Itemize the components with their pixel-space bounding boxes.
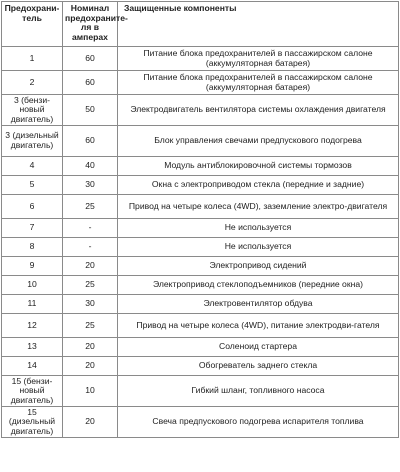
component-cell: Гибкий шланг, топливного насоса [118,376,399,407]
component-cell: Модуль антиблокировочной системы тормозов [118,157,399,176]
fuse-cell: 11 [2,295,63,314]
table-row [2,219,399,238]
fuse-cell: 3 (дизельный двигатель) [2,126,63,157]
table-row [2,376,399,407]
rating-cell: 25 [63,314,118,338]
fuse-cell: 15 (дизельный двигатель) [2,407,63,438]
rating-cell: 25 [63,276,118,295]
rating-cell: 10 [63,376,118,407]
rating-cell: - [63,238,118,257]
component-cell: Обогреватель заднего стекла [118,357,399,376]
table-row [2,276,399,295]
fuse-cell: 6 [2,195,63,219]
header-components: Защищенные компоненты [118,2,399,47]
component-cell: Привод на четыре колеса (4WD), питание электродви-гателя [118,314,399,338]
table-row [2,314,399,338]
header-rating: Номинал предохраните-ля в амперах [63,2,118,47]
table-row [2,257,399,276]
component-cell: Электропривод стеклоподъемников (передние окна) [118,276,399,295]
table-row [2,357,399,376]
table-row [2,71,399,95]
component-cell: Электровентилятор обдува [118,295,399,314]
component-cell: Не используется [118,238,399,257]
table-row [2,95,399,126]
rating-cell: 60 [63,71,118,95]
rating-cell: 60 [63,47,118,71]
component-cell: Электропривод сидений [118,257,399,276]
rating-cell: 20 [63,338,118,357]
component-cell: Свеча предпускового подогрева испарителя топлива [118,407,399,438]
rating-cell: 50 [63,95,118,126]
fuse-cell: 5 [2,176,63,195]
fuse-cell: 3 (бензи-новый двигатель) [2,95,63,126]
rating-cell: 30 [63,295,118,314]
table-row [2,176,399,195]
fuse-cell: 7 [2,219,63,238]
table-row [2,195,399,219]
component-cell: Электродвигатель вентилятора системы охлаждения двигателя [118,95,399,126]
table-row [2,47,399,71]
rating-cell: 30 [63,176,118,195]
fuse-cell: 9 [2,257,63,276]
rating-cell: 20 [63,357,118,376]
table-row [2,157,399,176]
fuse-cell: 10 [2,276,63,295]
header-fuse: Предохрани-тель [2,2,63,47]
component-cell: Соленоид стартера [118,338,399,357]
table-row [2,338,399,357]
fuse-cell: 2 [2,71,63,95]
rating-cell: - [63,219,118,238]
table-row [2,238,399,257]
rating-cell: 60 [63,126,118,157]
fuse-cell: 12 [2,314,63,338]
table-header-row [2,2,399,47]
component-cell: Окна с электроприводом стекла (передние и задние) [118,176,399,195]
fuse-cell: 14 [2,357,63,376]
component-cell: Привод на четыре колеса (4WD), заземление электро-двигателя [118,195,399,219]
fuse-table [1,1,399,438]
component-cell: Блок управления свечами предпускового подогрева [118,126,399,157]
fuse-cell: 13 [2,338,63,357]
rating-cell: 20 [63,257,118,276]
component-cell: Питание блока предохранителей в пассажирском салоне (аккумуляторная батарея) [118,47,399,71]
rating-cell: 40 [63,157,118,176]
rating-cell: 25 [63,195,118,219]
component-cell: Не используется [118,219,399,238]
component-cell: Питание блока предохранителей в пассажирском салоне (аккумуляторная батарея) [118,71,399,95]
fuse-cell: 15 (бензи-новый двигатель) [2,376,63,407]
rating-cell: 20 [63,407,118,438]
fuse-cell: 1 [2,47,63,71]
table-row [2,407,399,438]
fuse-cell: 4 [2,157,63,176]
fuse-cell: 8 [2,238,63,257]
table-row [2,295,399,314]
table-row [2,126,399,157]
